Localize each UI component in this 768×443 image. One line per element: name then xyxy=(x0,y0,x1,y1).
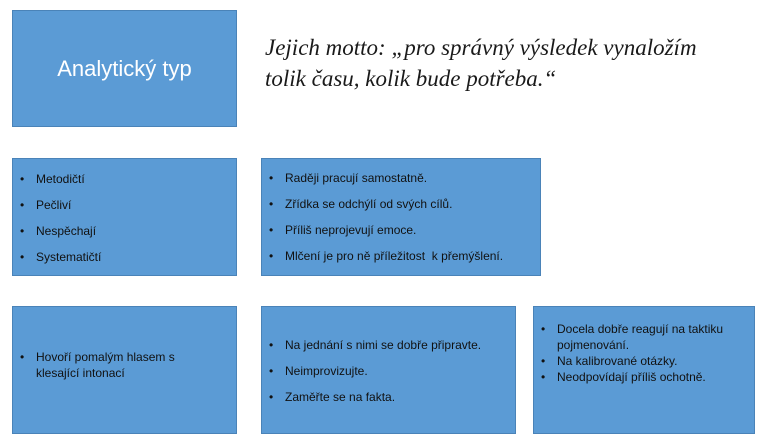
behavior-list xyxy=(262,159,540,264)
bullet-icon: • xyxy=(269,223,274,237)
speech-box xyxy=(12,306,237,434)
bullet-icon: • xyxy=(20,350,25,364)
bullet-icon: • xyxy=(20,250,25,264)
bullet-icon: • xyxy=(269,197,274,211)
bullet-icon: • xyxy=(269,338,274,352)
traits-box xyxy=(12,158,237,276)
list-item: • Neodpovídají příliš ochotně. xyxy=(541,370,706,384)
list-item: • Raději pracují samostatně. xyxy=(269,171,428,185)
title: Analytický typ xyxy=(57,55,192,81)
bullet-icon: • xyxy=(269,249,274,263)
list-item: • Hovoří pomalým hlasem s klesající intonací xyxy=(20,350,175,380)
traits-list xyxy=(13,159,236,265)
bullet-icon: • xyxy=(541,322,546,336)
behavior-box xyxy=(261,158,541,276)
list-item: • Nespěchají xyxy=(20,224,97,238)
bullet-icon: • xyxy=(269,390,274,404)
bullet-icon: • xyxy=(541,354,546,368)
bullet-icon: • xyxy=(269,364,274,378)
list-item: • Systematičtí xyxy=(20,250,102,264)
reactions-box xyxy=(533,306,755,434)
advice-list xyxy=(262,307,515,405)
list-item: • Pečliví xyxy=(20,198,72,212)
bullet-icon: • xyxy=(20,198,25,212)
list-item: • Zaměřte se na fakta. xyxy=(269,390,396,404)
reactions-list xyxy=(534,307,754,385)
bullet-icon: • xyxy=(541,370,546,384)
list-item: • Zřídka se odchýlí od svých cílů. xyxy=(269,197,453,211)
bullet-icon: • xyxy=(20,172,25,186)
list-item: • Docela dobře reagují na taktiku pojmenování. xyxy=(541,322,724,352)
list-item: • Na jednání s nimi se dobře připravte. xyxy=(269,338,482,352)
bullet-icon: • xyxy=(269,171,274,185)
list-item: • Mlčení je pro ně příležitost k přemýšlení. xyxy=(269,249,504,263)
speech-list xyxy=(13,307,236,381)
title-box xyxy=(12,10,237,127)
list-item: • Neimprovizujte. xyxy=(269,364,368,378)
list-item: • Metodičtí xyxy=(20,172,85,186)
advice-box xyxy=(261,306,516,434)
motto-text: Jejich motto: „pro správný výsledek vynaložím tolik času, kolik bude potřeba.“ xyxy=(265,35,697,91)
bullet-icon: • xyxy=(20,224,25,238)
list-item: • Na kalibrované otázky. xyxy=(541,354,678,368)
list-item: • Příliš neprojevují emoce. xyxy=(269,223,417,237)
